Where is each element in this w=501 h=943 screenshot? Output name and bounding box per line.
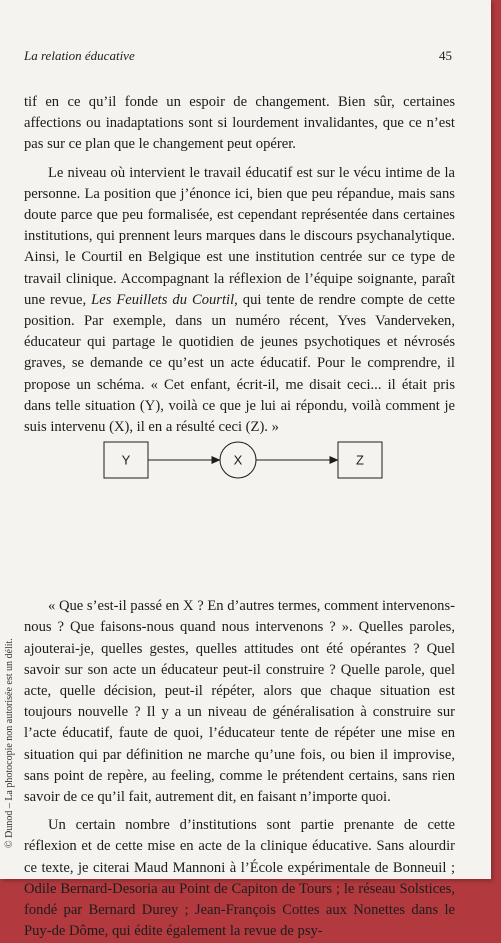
running-title: La relation éducative bbox=[24, 48, 135, 63]
paragraph-2-part-b: , qui tente de rendre compte de cette position. Par exemple, dans un numéro récent, Yves Vanderveken, éducateur qui partage le quotidien de jeunes psychotiques et névrosés graves, se demande ce qu’est un acte éducatif. Pour le comprendre, il propose un schéma. « Cet enfant, écrit-il, me disait ceci... il était pris dans telle situation (Y), voilà ce que je lui ai répondu, voilà comment je suis intervenu (X), il en a résulté ceci (Z). » bbox=[24, 291, 455, 436]
paragraph-2-part-a: Le niveau où intervient le travail éducatif est sur le vécu intime de la personne. La position que j’énonce ici, bien que peu répandue, mais sans doute parce que peu formalisée, est cependant représentée dans certaines institutions, qui prennent leurs marques dans le discours psychanalytique. Ainsi, le Courtil en Belgique est une institution centrée sur ce type de travail clinique. Accompagnant la réflexion de l’équipe soignante, paraît une revue, bbox=[24, 164, 455, 308]
paragraph-1: tif en ce qu’il fonde un espoir de changement. Bien sûr, certaines affections ou inadaptations sont si lourdement invalidantes, que ce n’est pas sur ce plan que le changement peut opérer. bbox=[24, 94, 455, 153]
body-text bbox=[24, 92, 455, 943]
label-x: X bbox=[233, 452, 243, 468]
copyright-notice: © Dunod – La photocopie non autorisée est un délit. bbox=[4, 638, 15, 848]
journal-title: Les Feuillets du Courtil bbox=[91, 291, 235, 308]
running-header bbox=[24, 48, 452, 68]
page-number: 45 bbox=[439, 48, 452, 63]
yxz-diagram bbox=[98, 438, 388, 482]
label-y: Y bbox=[121, 452, 131, 468]
label-z: Z bbox=[356, 452, 364, 468]
paragraph-2 bbox=[24, 163, 455, 439]
paragraph-4: Un certain nombre d’institutions sont partie prenante de cette réflexion et de cette mise en acte de la clinique éducative. Sans alourdir ce texte, je citerai Maud Mannoni à l’École expérimentale de Bonneuil ; Odile Bernard-Desoria au Point de Capiton de Tours ; le réseau Solstices, fondé par Bernard Durey ; Jean-François Cottes aux Nonettes dans le Puy-de Dôme, qui édite également la revue de psy- bbox=[24, 817, 455, 940]
paragraph-3: « Que s’est-il passé en X ? En d’autres termes, comment intervenons-nous ? Que faisons-nous quand nous intervenons ? ». Quelles paroles, ajouterai-je, quelles gestes, quelles attitudes ont été opérantes ? Quel savoir sur son acte un éducateur peut-il construire ? Quelle parole, quel acte, quelle décision, peut-il répéter, alors que chaque situation est toujours nouvelle ? Il y a un niveau de généralisation à construire sur l’acte éducatif, faute de quoi, l’éducateur tente de répéter une mise en situation qui par définition ne marche qu’une fois, ou bien il improvise, sans point de repère, au feeling, comme le prétendent certains, sans rien savoir de ce qu’il fait, autrement dit, en faisant n’importe quoi. bbox=[24, 598, 455, 806]
